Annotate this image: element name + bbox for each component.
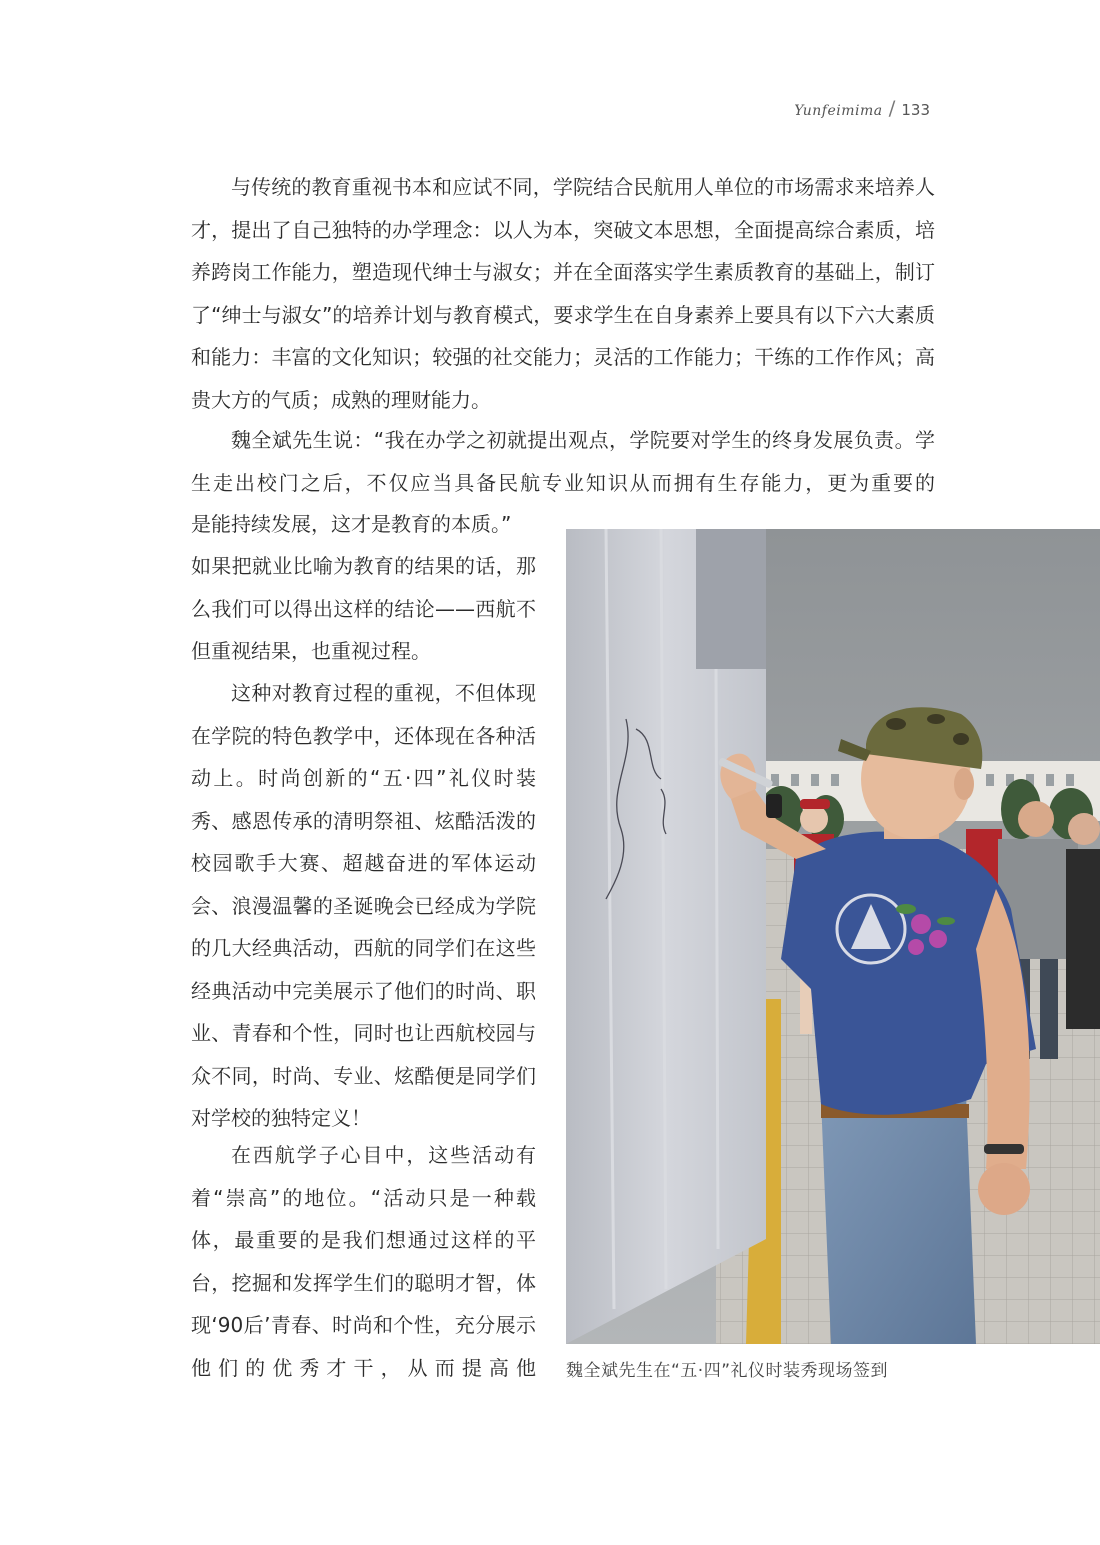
photo-caption: 魏全斌先生在“五·四”礼仪时装秀现场签到 bbox=[566, 1361, 889, 1381]
event-photo bbox=[566, 529, 1100, 1344]
paragraph-2: 魏全斌先生说：“我在办学之初就提出观点，学院要对学生的终身发展负责。学生走出校门之后，不仅应当具备民航专业知识从而拥有生存能力，更为重要的 bbox=[191, 428, 935, 495]
paragraph-2-end: 如果把就业比喻为教育的结果的话，那么我们可以得出这样的结论——西航不但重视结果，也重视过程。 bbox=[191, 554, 536, 663]
header-brand: Yunfeimima bbox=[794, 103, 883, 119]
paragraph-2-continued: 是能持续发展，这才是教育的本质。” bbox=[191, 512, 512, 536]
paragraph-4: 在西航学子心目中，这些活动有着“崇高”的地位。“活动只是一种载体，最重要的是我们想通过这样的平台，挖掘和发挥学生们的聪明才智，体现‘90后’青春、时尚和个性，充分展示他们的优秀才干，从而提高他 bbox=[191, 1143, 536, 1380]
page-number: 133 bbox=[901, 101, 930, 119]
paragraph-1: 与传统的教育重视书本和应试不同，学院结合民航用人单位的市场需求来培养人才，提出了自己独特的办学理念：以人为本，突破文本思想，全面提高综合素质，培养跨岗工作能力，塑造现代绅士与淑女；并在全面落实学生素质教育的基础上，制订了“绅士与淑女”的培养计划与教育模式，要求学生在自身素养上要具有以下六大素质和能力：丰富的文化知识；较强的社交能力；灵活的工作能力；干练的工作作风；高贵大方的气质；成熟的理财能力。 bbox=[191, 175, 935, 412]
paragraph-3: 这种对教育过程的重视，不但体现在学院的特色教学中，还体现在各种活动上。时尚创新的“五·四”礼仪时装秀、感恩传承的清明祭祖、炫酷活泼的校园歌手大赛、超越奋进的军体运动会、浪漫温馨的圣诞晚会已经成为学院的几大经典活动，西航的同学们在这些经典活动中完美展示了他们的时尚、职业、青春和个性，同时也让西航校园与众不同，时尚、专业、炫酷便是同学们对学校的独特定义！ bbox=[191, 681, 536, 1130]
running-header bbox=[794, 96, 930, 120]
header-separator: / bbox=[888, 96, 896, 120]
